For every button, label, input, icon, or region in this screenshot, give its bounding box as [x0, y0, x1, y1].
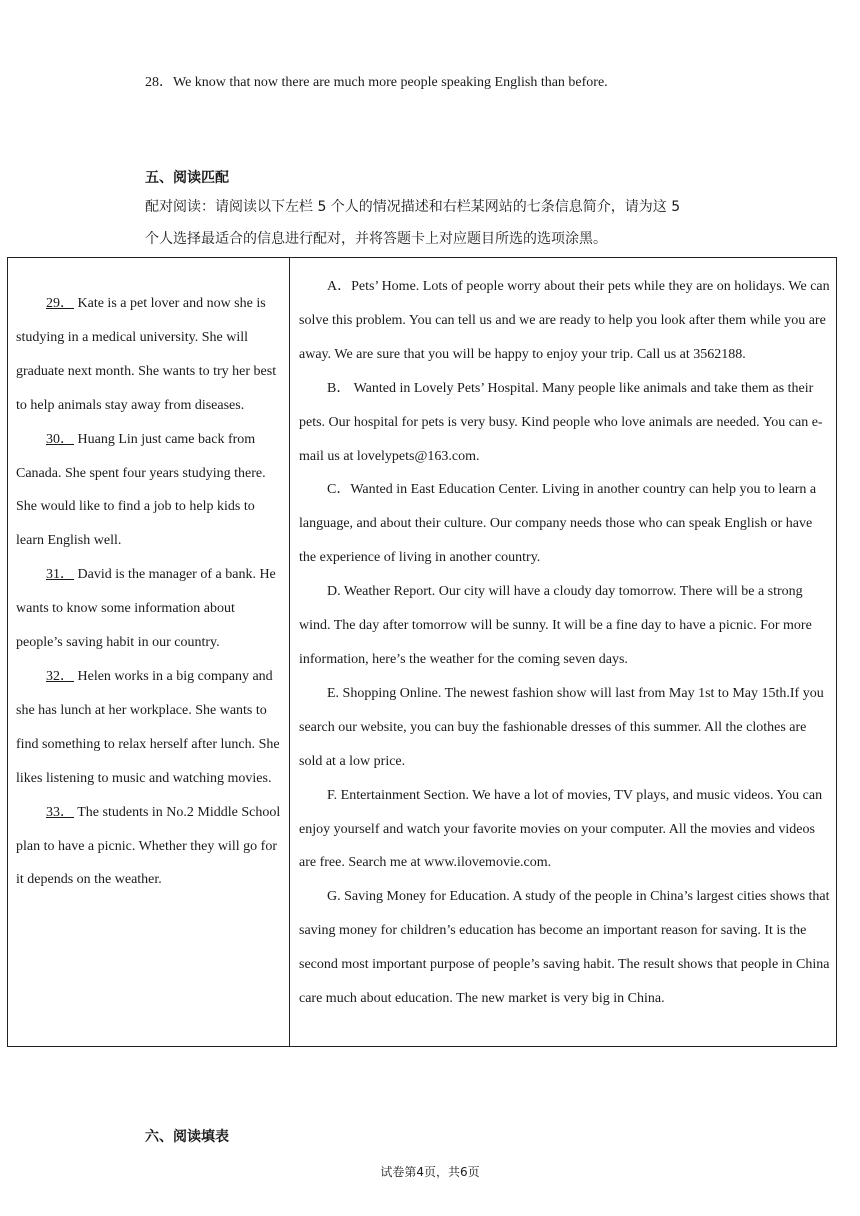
question-number: 32． [46, 668, 74, 684]
person-item [16, 796, 281, 898]
question-number: 31． [46, 567, 74, 583]
option-b: B． Wanted in Lovely Pets’ Hospital. Many people like animals and take them as their pets. Our hospital for pets is very busy. Kind people who love animals are needed. You can e-mail us at lovelypets@163.com. [299, 380, 823, 464]
option-e: E. Shopping Online. The newest fashion show will last from May 1st to May 15th.If you search our website, you can buy the fashionable dresses of this summer. All the clothes are sold at a low price. [299, 685, 824, 769]
person-description: Kate is a pet lover and now she is studying in a medical university. She will graduate next month. She wants to try her best to help animals stay away from diseases. [16, 296, 277, 413]
option-d: D. Weather Report. Our city will have a cloudy day tomorrow. There will be a strong wind. The day after tomorrow will be sunny. It will be a fine day to have a picnic. For more information, here’s the weather for the coming seven days. [299, 584, 812, 667]
question-28: 28．We know that now there are much more people speaking English than before. [145, 75, 608, 90]
question-number: 30． [46, 431, 74, 447]
option-f: F. Entertainment Section. We have a lot of movies, TV plays, and music videos. You can enjoy yourself and watch your favorite movies on your computer. All the movies and videos are free. Search me at www.ilovemovie.com. [299, 787, 823, 871]
options-column [290, 258, 837, 1047]
person-description: Huang Lin just came back from Canada. She spent four years studying there. She would like to find a job to help kids to learn English well. [16, 431, 266, 549]
section-5-title: 五、阅读匹配 [145, 170, 229, 186]
question-number: 33． [46, 804, 74, 820]
person-item [16, 558, 281, 660]
section-6-title: 六、阅读填表 [145, 1129, 229, 1145]
person-item [16, 287, 281, 423]
person-description: The students in No.2 Middle School plan to have a picnic. Whether they will go for it depends on the weather. [16, 804, 281, 888]
matching-table [7, 257, 837, 1047]
section-5-instruction-line1: 配对阅读：请阅读以下左栏 5 个人的情况描述和右栏某网站的七条信息简介，请为这 5 [145, 199, 681, 215]
page-footer: 试卷第4页，共6页 [380, 1165, 480, 1179]
option-g: G. Saving Money for Education. A study of the people in China’s largest cities shows that saving money for children’s education has become an important reason for saving. It is the second most important purpose of people’s saving habit. The result shows that people in China care much about education. The new market is very big in China. [299, 889, 830, 1007]
section-5-instruction-line2: 个人选择最适合的信息进行配对，并将答题卡上对应题目所选的选项涂黑。 [145, 231, 607, 247]
people-column [8, 258, 290, 1047]
question-number: 29． [46, 296, 74, 311]
person-item [16, 660, 281, 796]
option-a: A．Pets’ Home. Lots of people worry about their pets while they are on holidays. We can solve this problem. You can tell us and we are ready to help you look after them while you are away. We are sure that you will be happy to enjoy your trip. Call us at 3562188. [299, 279, 830, 362]
person-item [16, 423, 281, 559]
option-c: C．Wanted in East Education Center. Living in another country can help you to learn a language, and about their culture. Our company needs those who can speak English or have the experience of living in another country. [299, 482, 817, 566]
person-description: Helen works in a big company and she has lunch at her workplace. She wants to find something to relax herself after lunch. She likes listening to music and watching movies. [16, 668, 280, 786]
person-description: David is the manager of a bank. He wants to know some information about people’s saving habit in our country. [16, 567, 276, 651]
